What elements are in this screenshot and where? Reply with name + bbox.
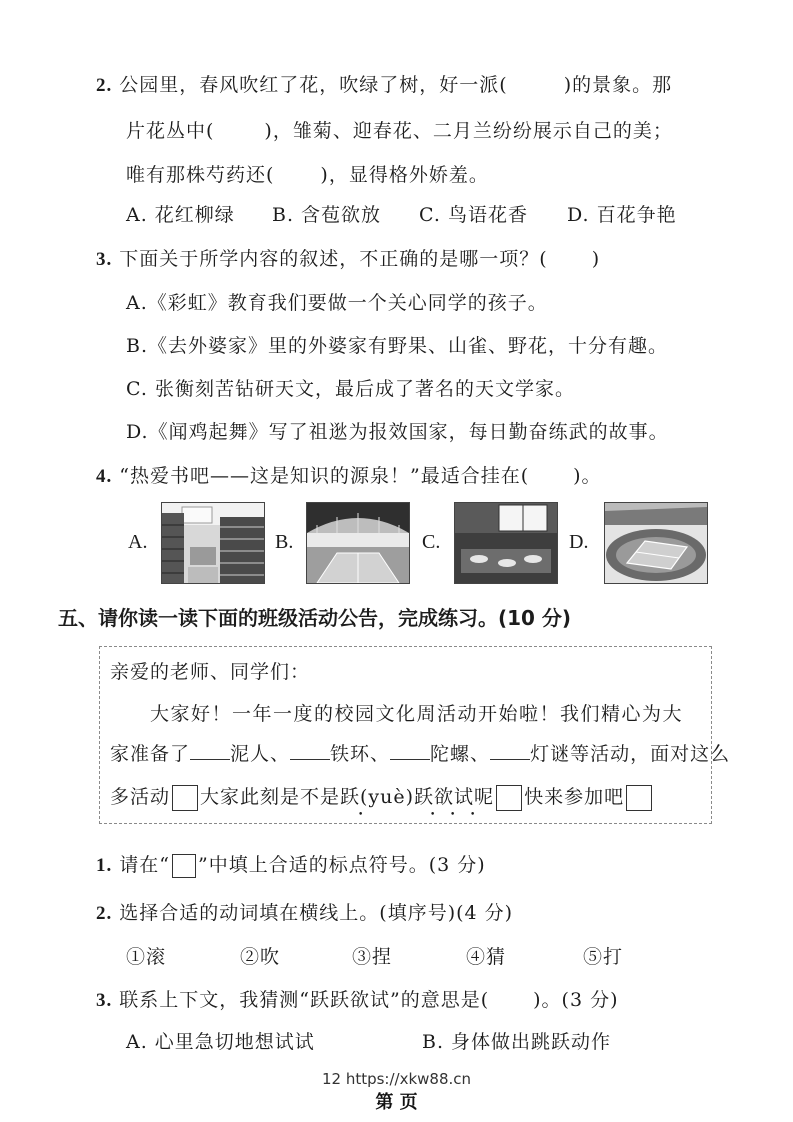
q3-stem: 3. 下面关于所学内容的叙述，不正确的是哪一项？( ) (96, 248, 601, 270)
q2-line-3: 唯有那株芍药还( )，显得格外娇羞。 (126, 164, 489, 186)
verb-choice-4: ④猜 (466, 946, 507, 968)
punctuation-sample-box (172, 854, 196, 878)
punctuation-box-3[interactable] (626, 785, 652, 811)
footer-url: 12 https://xkw88.cn (321, 1070, 472, 1088)
q2-number: 2. (96, 75, 113, 96)
q4-option-a-label: A. (128, 531, 148, 553)
q3-option-d: D.《闻鸡起舞》写了祖逖为报效国家，每日勤奋练武的故事。 (126, 421, 669, 443)
verb-blank-2[interactable] (290, 741, 330, 760)
q2-option-b: B. 含苞欲放 (272, 204, 382, 226)
section-5-title: 五、请你读一读下面的班级活动公告，完成练习。(10 分) (58, 606, 572, 630)
q4-option-d-label: D. (569, 531, 589, 553)
s5-q3-option-b: B. 身体做出跳跃动作 (422, 1031, 612, 1053)
page-number: 第 页 (375, 1092, 418, 1113)
q2-line-1: 2. 公园里，春风吹红了花，吹绿了树，好一派( )的景象。那 (96, 74, 673, 96)
class-activity-notice: 亲爱的老师、同学们： 大家好！一年一度的校园文化周活动开始啦！我们精心为大 家准备了 泥人、 铁环、 陀螺、 灯谜等活动，面对这么 多活动 大家此刻是不是跃(yuè)跃欲试呢 快来参加吧 • • • • (99, 646, 712, 824)
s5-question-2: 2. 选择合适的动词填在横线上。(填序号)(4 分) (96, 902, 514, 924)
punctuation-box-1[interactable] (172, 785, 198, 811)
sports-field-photo-icon[interactable] (604, 502, 708, 584)
verb-choice-1: ①滚 (126, 946, 167, 968)
verb-blank-3[interactable] (390, 741, 430, 760)
notice-greeting: 亲爱的老师、同学们： (110, 661, 311, 683)
q3-option-b: B.《去外婆家》里的外婆家有野果、山雀、野花，十分有趣。 (126, 335, 669, 357)
canteen-photo-icon[interactable] (454, 502, 558, 584)
s5-question-1: 1. 请在“ ”中填上合适的标点符号。(3 分) (96, 854, 486, 876)
q4-stem: 4. “热爱书吧——这是知识的源泉！”最适合挂在( )。 (96, 465, 602, 487)
s5-q3-option-a: A. 心里急切地想试试 (126, 1031, 315, 1053)
library-photo-icon[interactable] (161, 502, 265, 584)
q2-option-a: A. 花红柳绿 (126, 204, 235, 226)
q3-option-a: A.《彩虹》教育我们要做一个关心同学的孩子。 (126, 292, 548, 314)
q3-option-c: C. 张衡刻苦钻研天文，最后成了著名的天文学家。 (126, 378, 575, 400)
notice-paragraph-1: 大家好！一年一度的校园文化周活动开始啦！我们精心为大 (150, 703, 684, 725)
notice-paragraph-3: 多活动 大家此刻是不是跃(yuè)跃欲试呢 快来参加吧 (110, 782, 654, 811)
notice-paragraph-2: 家准备了 泥人、 铁环、 陀螺、 灯谜等活动，面对这么 (110, 743, 731, 765)
verb-blank-1[interactable] (190, 741, 230, 760)
q4-option-b-label: B. (275, 531, 294, 553)
q2-option-c: C. 鸟语花香 (419, 204, 528, 226)
q2-line-2: 片花丛中( )，雏菊、迎春花、二月兰纷纷展示自己的美； (126, 120, 673, 142)
verb-choice-2: ②吹 (240, 946, 281, 968)
q4-option-c-label: C. (422, 531, 441, 553)
s5-question-3: 3. 联系上下文，我猜测“跃跃欲试”的意思是( )。(3 分) (96, 989, 619, 1011)
verb-choice-5: ⑤打 (583, 946, 624, 968)
punctuation-box-2[interactable] (496, 785, 522, 811)
gymnasium-photo-icon[interactable] (306, 502, 410, 584)
q2-option-d: D. 百花争艳 (567, 204, 677, 226)
verb-blank-4[interactable] (490, 741, 530, 760)
verb-choice-3: ③捏 (352, 946, 393, 968)
